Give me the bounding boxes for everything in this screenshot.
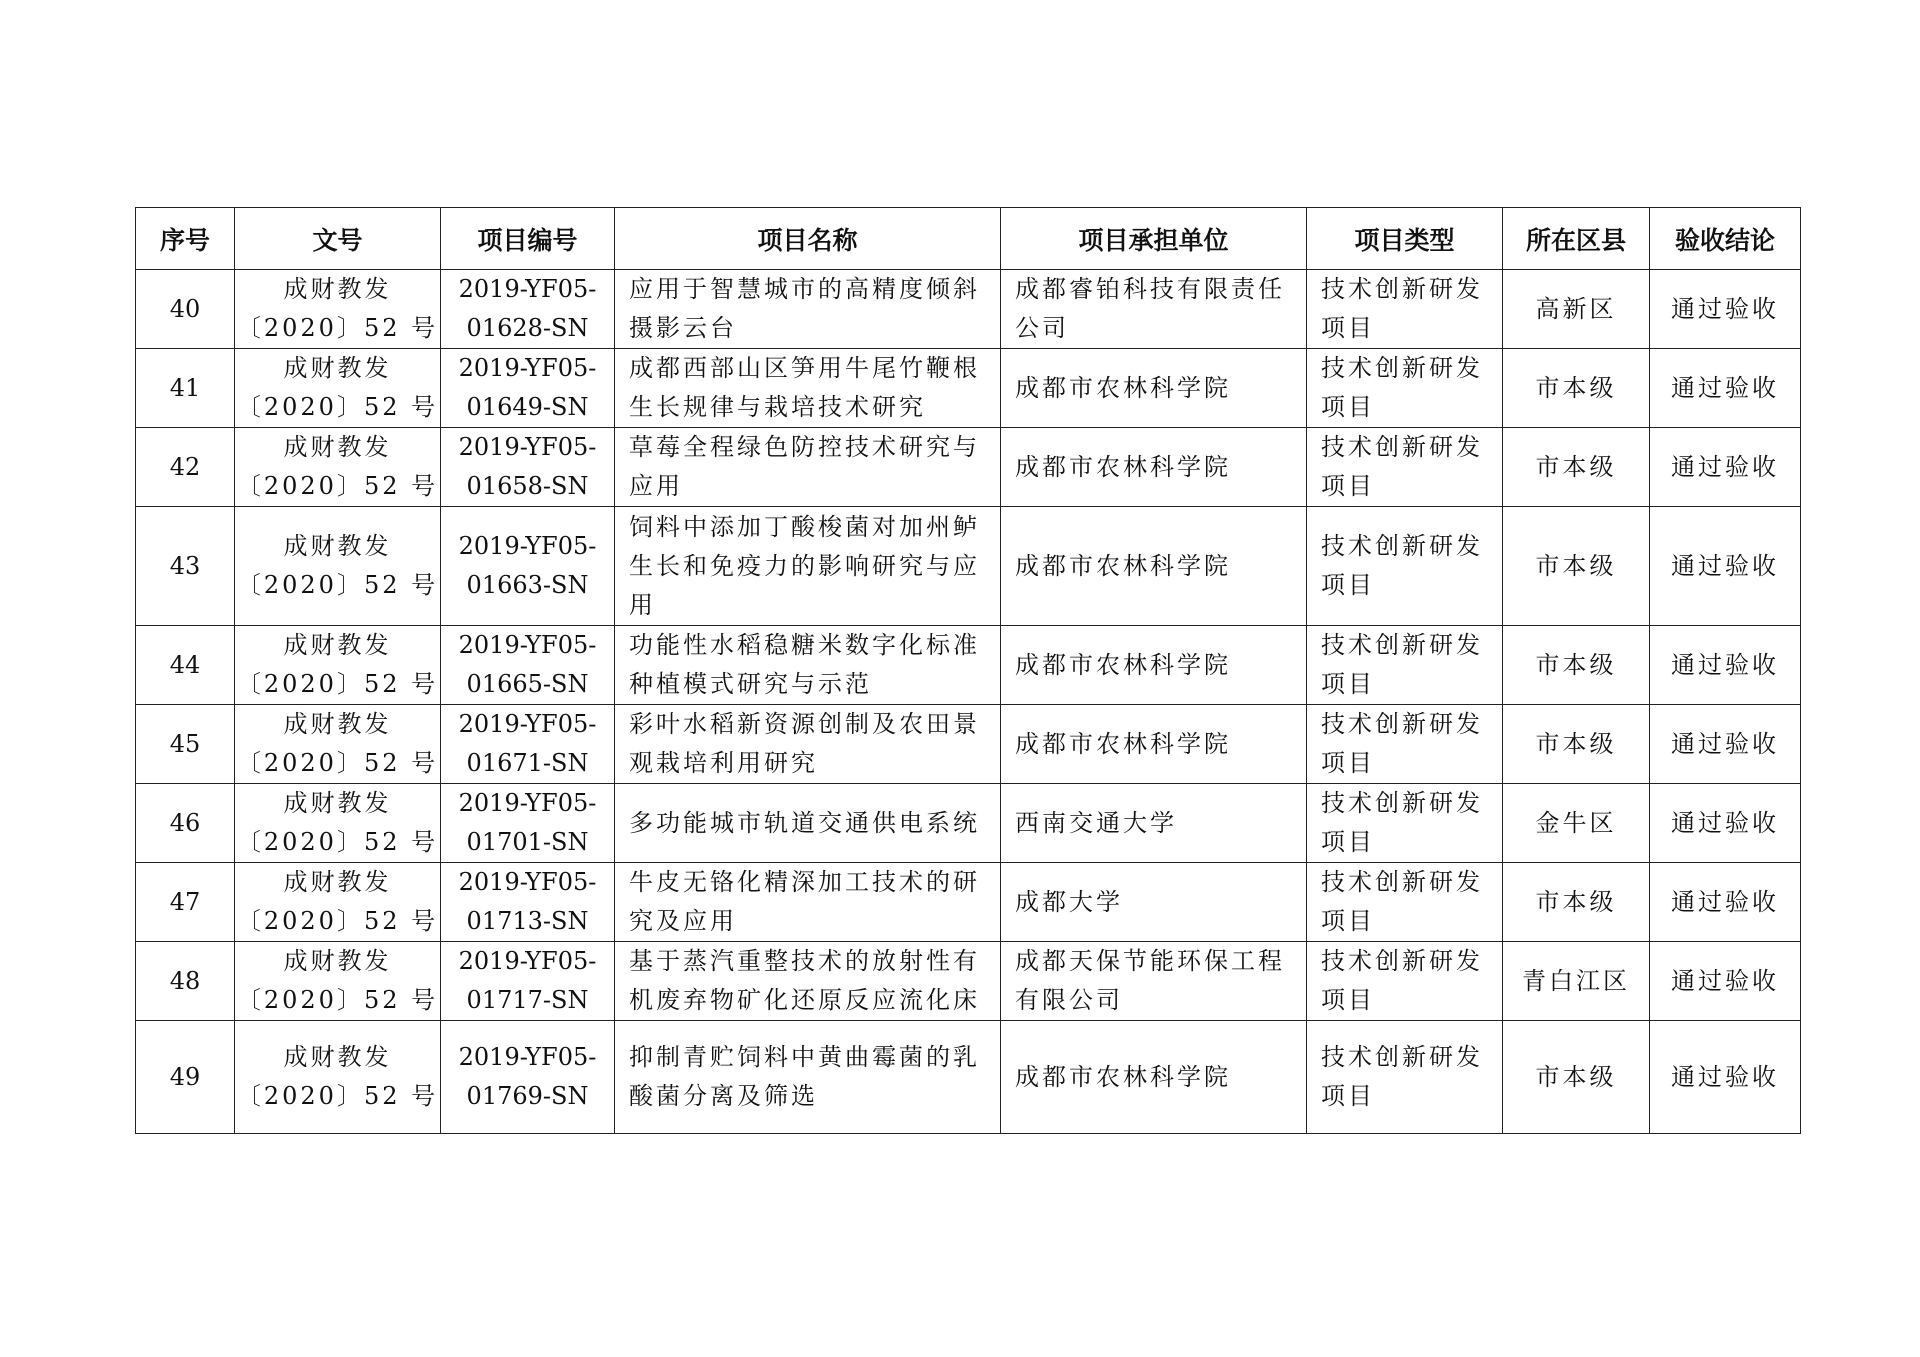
doc-line-2: 〔2020〕52 号 bbox=[236, 749, 439, 777]
cell-project-code bbox=[441, 942, 615, 1021]
cell-undertaking-unit: 成都市农林科学院 bbox=[1001, 705, 1307, 784]
cell-district: 市本级 bbox=[1503, 507, 1650, 626]
cell-project-name: 应用于智慧城市的高精度倾斜摄影云台 bbox=[615, 270, 1001, 349]
cell-project-name: 草莓全程绿色防控技术研究与应用 bbox=[615, 428, 1001, 507]
cell-project-type: 技术创新研发项目 bbox=[1307, 626, 1503, 705]
cell-project-code bbox=[441, 626, 615, 705]
cell-district: 金牛区 bbox=[1503, 784, 1650, 863]
code-line-2: 01701-SN bbox=[466, 828, 589, 856]
cell-project-name: 功能性水稻稳糖米数字化标准种植模式研究与示范 bbox=[615, 626, 1001, 705]
code-line-2: 01628-SN bbox=[466, 314, 589, 342]
doc-line-2: 〔2020〕52 号 bbox=[236, 828, 439, 856]
code-line-1: 2019-YF05- bbox=[458, 631, 597, 659]
code-line-2: 01713-SN bbox=[466, 907, 589, 935]
cell-acceptance-result: 通过验收 bbox=[1650, 507, 1801, 626]
cell-undertaking-unit: 成都天保节能环保工程有限公司 bbox=[1001, 942, 1307, 1021]
cell-project-code bbox=[441, 428, 615, 507]
cell-project-type: 技术创新研发项目 bbox=[1307, 507, 1503, 626]
header-cell-project-name: 项目名称 bbox=[615, 208, 1001, 270]
cell-index: 45 bbox=[136, 705, 235, 784]
cell-district: 青白江区 bbox=[1503, 942, 1650, 1021]
cell-doc-number bbox=[235, 349, 441, 428]
doc-line-1: 成财教发 bbox=[283, 1043, 392, 1071]
cell-index: 43 bbox=[136, 507, 235, 626]
cell-index: 40 bbox=[136, 270, 235, 349]
doc-line-1: 成财教发 bbox=[283, 532, 392, 560]
cell-undertaking-unit: 成都市农林科学院 bbox=[1001, 349, 1307, 428]
cell-doc-number bbox=[235, 942, 441, 1021]
header-cell-doc-number: 文号 bbox=[235, 208, 441, 270]
doc-line-1: 成财教发 bbox=[283, 868, 392, 896]
cell-project-code bbox=[441, 1021, 615, 1134]
table-row bbox=[136, 428, 1801, 507]
table-header-row bbox=[136, 208, 1801, 270]
cell-undertaking-unit: 成都市农林科学院 bbox=[1001, 1021, 1307, 1134]
code-line-2: 01671-SN bbox=[466, 749, 589, 777]
doc-line-2: 〔2020〕52 号 bbox=[236, 314, 439, 342]
cell-project-code bbox=[441, 270, 615, 349]
doc-line-2: 〔2020〕52 号 bbox=[236, 986, 439, 1014]
doc-line-2: 〔2020〕52 号 bbox=[236, 907, 439, 935]
cell-undertaking-unit: 成都大学 bbox=[1001, 863, 1307, 942]
cell-index: 41 bbox=[136, 349, 235, 428]
cell-district: 市本级 bbox=[1503, 428, 1650, 507]
cell-project-code bbox=[441, 705, 615, 784]
doc-line-2: 〔2020〕52 号 bbox=[236, 393, 439, 421]
doc-line-2: 〔2020〕52 号 bbox=[236, 1082, 439, 1110]
cell-project-name: 抑制青贮饲料中黄曲霉菌的乳酸菌分离及筛选 bbox=[615, 1021, 1001, 1134]
header-cell-acceptance-result: 验收结论 bbox=[1650, 208, 1801, 270]
doc-line-1: 成财教发 bbox=[283, 275, 392, 303]
cell-undertaking-unit: 西南交通大学 bbox=[1001, 784, 1307, 863]
table-row bbox=[136, 349, 1801, 428]
cell-doc-number bbox=[235, 626, 441, 705]
cell-index: 47 bbox=[136, 863, 235, 942]
cell-district: 市本级 bbox=[1503, 349, 1650, 428]
cell-district: 高新区 bbox=[1503, 270, 1650, 349]
cell-project-name: 成都西部山区笋用牛尾竹鞭根生长规律与栽培技术研究 bbox=[615, 349, 1001, 428]
header-cell-undertaking-unit: 项目承担单位 bbox=[1001, 208, 1307, 270]
cell-project-type: 技术创新研发项目 bbox=[1307, 784, 1503, 863]
cell-district: 市本级 bbox=[1503, 626, 1650, 705]
doc-line-1: 成财教发 bbox=[283, 354, 392, 382]
cell-undertaking-unit: 成都市农林科学院 bbox=[1001, 626, 1307, 705]
cell-project-type: 技术创新研发项目 bbox=[1307, 705, 1503, 784]
cell-undertaking-unit: 成都市农林科学院 bbox=[1001, 507, 1307, 626]
code-line-1: 2019-YF05- bbox=[458, 1043, 597, 1071]
cell-project-code bbox=[441, 784, 615, 863]
code-line-2: 01717-SN bbox=[466, 986, 589, 1014]
cell-project-code bbox=[441, 349, 615, 428]
cell-index: 46 bbox=[136, 784, 235, 863]
code-line-1: 2019-YF05- bbox=[458, 947, 597, 975]
cell-doc-number bbox=[235, 507, 441, 626]
cell-doc-number bbox=[235, 270, 441, 349]
cell-acceptance-result: 通过验收 bbox=[1650, 784, 1801, 863]
table-row bbox=[136, 1021, 1801, 1134]
header-cell-district: 所在区县 bbox=[1503, 208, 1650, 270]
code-line-1: 2019-YF05- bbox=[458, 789, 597, 817]
cell-undertaking-unit: 成都市农林科学院 bbox=[1001, 428, 1307, 507]
header-cell-project-type: 项目类型 bbox=[1307, 208, 1503, 270]
code-line-1: 2019-YF05- bbox=[458, 275, 597, 303]
project-acceptance-table bbox=[135, 207, 1801, 1134]
code-line-1: 2019-YF05- bbox=[458, 433, 597, 461]
doc-line-1: 成财教发 bbox=[283, 433, 392, 461]
header-cell-project-code: 项目编号 bbox=[441, 208, 615, 270]
code-line-2: 01649-SN bbox=[466, 393, 589, 421]
cell-project-name: 饲料中添加丁酸梭菌对加州鲈生长和免疫力的影响研究与应用 bbox=[615, 507, 1001, 626]
doc-line-2: 〔2020〕52 号 bbox=[236, 571, 439, 599]
cell-acceptance-result: 通过验收 bbox=[1650, 1021, 1801, 1134]
cell-index: 49 bbox=[136, 1021, 235, 1134]
doc-line-1: 成财教发 bbox=[283, 631, 392, 659]
cell-project-type: 技术创新研发项目 bbox=[1307, 863, 1503, 942]
cell-district: 市本级 bbox=[1503, 705, 1650, 784]
cell-acceptance-result: 通过验收 bbox=[1650, 942, 1801, 1021]
cell-district: 市本级 bbox=[1503, 1021, 1650, 1134]
cell-doc-number bbox=[235, 428, 441, 507]
cell-district: 市本级 bbox=[1503, 863, 1650, 942]
cell-project-code bbox=[441, 863, 615, 942]
cell-doc-number bbox=[235, 1021, 441, 1134]
doc-line-1: 成财教发 bbox=[283, 710, 392, 738]
cell-acceptance-result: 通过验收 bbox=[1650, 626, 1801, 705]
code-line-2: 01658-SN bbox=[466, 472, 589, 500]
code-line-2: 01665-SN bbox=[466, 670, 589, 698]
cell-index: 42 bbox=[136, 428, 235, 507]
cell-index: 44 bbox=[136, 626, 235, 705]
table-row bbox=[136, 507, 1801, 626]
table-row bbox=[136, 626, 1801, 705]
code-line-1: 2019-YF05- bbox=[458, 710, 597, 738]
cell-project-name: 牛皮无铬化精深加工技术的研究及应用 bbox=[615, 863, 1001, 942]
table-row bbox=[136, 705, 1801, 784]
cell-project-name: 彩叶水稻新资源创制及农田景观栽培利用研究 bbox=[615, 705, 1001, 784]
cell-acceptance-result: 通过验收 bbox=[1650, 863, 1801, 942]
code-line-1: 2019-YF05- bbox=[458, 868, 597, 896]
cell-project-name: 基于蒸汽重整技术的放射性有机废弃物矿化还原反应流化床 bbox=[615, 942, 1001, 1021]
doc-line-1: 成财教发 bbox=[283, 789, 392, 817]
table-row bbox=[136, 863, 1801, 942]
cell-acceptance-result: 通过验收 bbox=[1650, 428, 1801, 507]
cell-index: 48 bbox=[136, 942, 235, 1021]
cell-project-code bbox=[441, 507, 615, 626]
cell-undertaking-unit: 成都睿铂科技有限责任公司 bbox=[1001, 270, 1307, 349]
table-row bbox=[136, 942, 1801, 1021]
cell-doc-number bbox=[235, 705, 441, 784]
cell-acceptance-result: 通过验收 bbox=[1650, 705, 1801, 784]
code-line-1: 2019-YF05- bbox=[458, 354, 597, 382]
cell-project-type: 技术创新研发项目 bbox=[1307, 349, 1503, 428]
table-row bbox=[136, 784, 1801, 863]
code-line-2: 01663-SN bbox=[466, 571, 589, 599]
cell-acceptance-result: 通过验收 bbox=[1650, 349, 1801, 428]
cell-project-type: 技术创新研发项目 bbox=[1307, 942, 1503, 1021]
doc-line-1: 成财教发 bbox=[283, 947, 392, 975]
cell-acceptance-result: 通过验收 bbox=[1650, 270, 1801, 349]
cell-doc-number bbox=[235, 863, 441, 942]
cell-doc-number bbox=[235, 784, 441, 863]
header-cell-index: 序号 bbox=[136, 208, 235, 270]
cell-project-type: 技术创新研发项目 bbox=[1307, 1021, 1503, 1134]
doc-line-2: 〔2020〕52 号 bbox=[236, 670, 439, 698]
cell-project-type: 技术创新研发项目 bbox=[1307, 270, 1503, 349]
cell-project-name: 多功能城市轨道交通供电系统 bbox=[615, 784, 1001, 863]
cell-project-type: 技术创新研发项目 bbox=[1307, 428, 1503, 507]
table-row bbox=[136, 270, 1801, 349]
code-line-1: 2019-YF05- bbox=[458, 532, 597, 560]
code-line-2: 01769-SN bbox=[466, 1082, 589, 1110]
doc-line-2: 〔2020〕52 号 bbox=[236, 472, 439, 500]
